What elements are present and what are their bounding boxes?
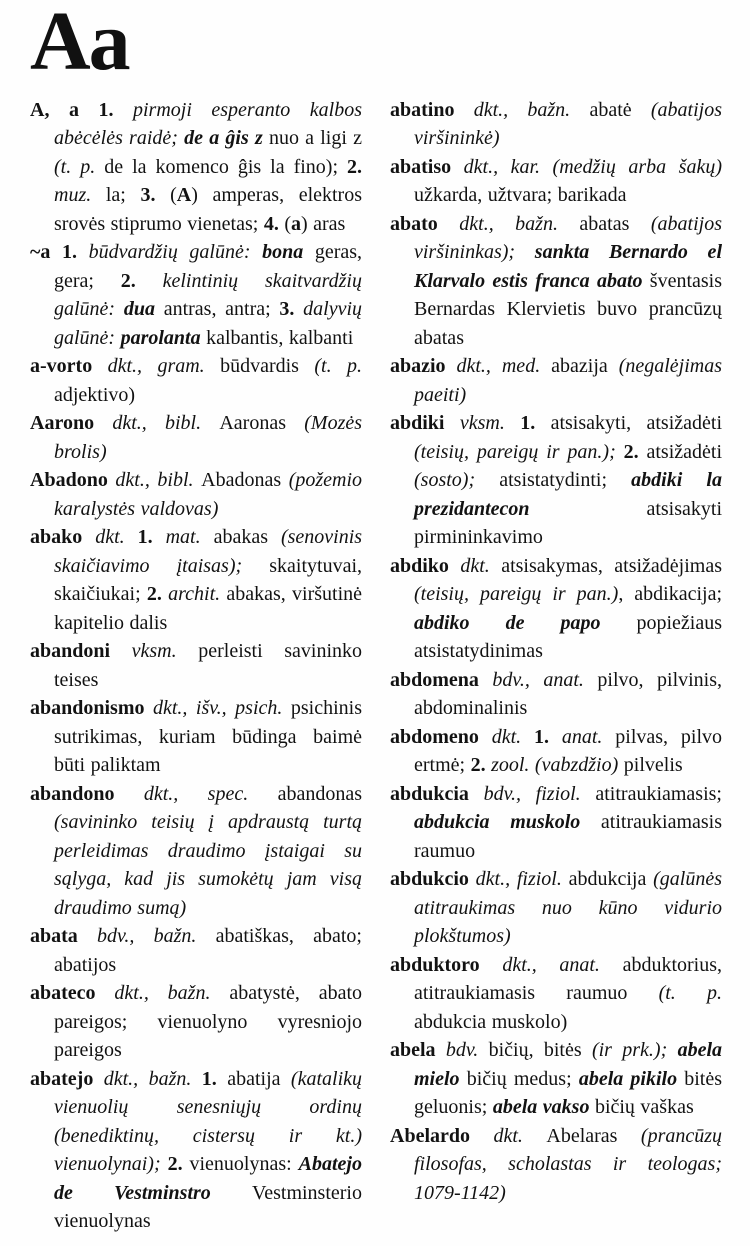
dictionary-entry-abdomeno bbox=[390, 723, 722, 780]
text-segment: abatystė, abato pareigos; vienuolyno vyresniojo pareigos bbox=[54, 982, 362, 1062]
text-segment: 1. bbox=[98, 98, 133, 121]
text-segment: 2. bbox=[347, 155, 363, 178]
text-segment: A bbox=[176, 184, 192, 207]
text-segment: dkt., bibl. bbox=[115, 469, 202, 492]
text-segment: (katalikų vienuolių senesniųjų ordinų (benediktinų, cistersų ir kt.) vienuolynai); bbox=[54, 1067, 363, 1176]
text-segment: užkarda, užtvara; barikada bbox=[414, 184, 627, 207]
text-segment: šventasis Bernardas Klervietis buvo prancūzų abatas bbox=[414, 269, 722, 349]
text-segment: sankta Bernardo el Klarvalo estis franca abato bbox=[414, 241, 722, 292]
text-segment: , abdikacija; bbox=[618, 583, 722, 606]
text-segment: de la komenco ĝis la fino); bbox=[104, 155, 348, 178]
dictionary-entry-abdomena bbox=[390, 666, 722, 723]
text-segment: bona bbox=[262, 241, 315, 264]
text-segment: 1. bbox=[137, 526, 166, 549]
dictionary-entry-abdiki bbox=[390, 409, 722, 552]
headword: abdiki bbox=[390, 412, 460, 435]
dictionary-entry-Abadono bbox=[30, 466, 362, 523]
text-segment: Aaronas bbox=[219, 412, 305, 435]
text-segment: psichinis sutrikimas, kuriam būdinga baimė būti paliktam bbox=[54, 697, 362, 777]
text-segment: 2. bbox=[146, 583, 169, 606]
text-segment: dkt., bažn. bbox=[103, 1067, 202, 1090]
text-segment: abakas bbox=[213, 526, 281, 549]
text-segment: bdv., bažn. bbox=[97, 925, 216, 948]
text-segment: atsisakyti pirmininkavimo bbox=[414, 497, 722, 549]
text-segment: dkt., bažn. bbox=[473, 98, 590, 121]
text-segment: abduktorius, atitraukiamasis raumuo bbox=[414, 953, 723, 1005]
text-segment: vksm. bbox=[459, 412, 521, 435]
text-segment: pirmoji esperanto kalbos abėcėlės raidė; bbox=[54, 98, 362, 150]
text-segment: 1. bbox=[534, 725, 562, 748]
text-segment: 2. bbox=[167, 1153, 190, 1176]
text-segment: dkt. bbox=[491, 725, 535, 748]
text-segment: dkt., išv., psich. bbox=[153, 697, 291, 720]
text-segment: 2. bbox=[623, 440, 647, 463]
text-segment: pilvo, pilvinis, abdominalinis bbox=[414, 668, 723, 720]
text-segment: popiežiaus atsistatydinimas bbox=[414, 611, 722, 663]
text-segment: Abatejo de Vestminstro bbox=[54, 1153, 362, 1204]
dictionary-entry-abandono bbox=[30, 780, 362, 923]
text-segment: anat. bbox=[561, 725, 616, 748]
text-segment: archit. bbox=[168, 583, 227, 606]
dictionary-entry-abdiko bbox=[390, 552, 722, 666]
headword: abako bbox=[30, 526, 96, 549]
text-segment: vksm. bbox=[131, 640, 199, 663]
dictionary-entry-abatiso bbox=[390, 153, 722, 210]
text-segment: būdvardis bbox=[220, 355, 315, 378]
text-segment: (teisių, pareigų ir pan.); bbox=[414, 440, 624, 463]
text-segment: a bbox=[290, 212, 301, 235]
text-segment: (t. p. bbox=[54, 155, 105, 178]
headword: ~a bbox=[30, 241, 62, 264]
text-segment: abela pikilo bbox=[578, 1067, 685, 1090]
dictionary-entry-abandonismo bbox=[30, 694, 362, 780]
text-segment: abela vakso bbox=[492, 1096, 595, 1119]
dictionary-entry-abato bbox=[390, 210, 722, 353]
text-segment: geras, gera; bbox=[54, 241, 363, 292]
text-segment: (požemio karalystės valdovas) bbox=[54, 469, 363, 520]
text-segment: dkt., kar. (medžių arba šakų) bbox=[463, 155, 722, 178]
text-segment: Vestminsterio vienuolynas bbox=[54, 1181, 362, 1233]
headword: abdukcia bbox=[390, 782, 484, 805]
text-segment: vienuolynas: bbox=[189, 1153, 299, 1176]
headword: abdomena bbox=[390, 668, 493, 691]
text-segment: Abadonas bbox=[201, 469, 289, 492]
dictionary-entry-abateco bbox=[30, 979, 362, 1065]
right-column bbox=[390, 96, 722, 1208]
text-segment: atsižadėti bbox=[646, 440, 723, 463]
dictionary-entry-a-vorto bbox=[30, 352, 362, 409]
dictionary-entry-Abelardo bbox=[390, 1122, 722, 1208]
text-segment: ) aras bbox=[300, 212, 346, 235]
text-segment: (teisių, pareigų ir pan.) bbox=[414, 583, 619, 606]
text-segment: (abatijos viršininkas); bbox=[414, 212, 722, 264]
text-segment: kalbantis, kalbanti bbox=[206, 326, 354, 349]
text-segment: perleisti savininko teises bbox=[54, 640, 362, 691]
text-segment: bdv., anat. bbox=[492, 668, 598, 691]
text-segment: abatiškas, abato; abatijos bbox=[54, 925, 362, 976]
text-segment: dkt., fiziol. bbox=[475, 868, 569, 891]
text-segment: 1. bbox=[201, 1067, 228, 1090]
text-segment: 3. bbox=[140, 184, 171, 207]
dictionary-entry-A-a bbox=[30, 96, 362, 239]
text-segment: dkt., med. bbox=[456, 355, 552, 378]
text-segment: dalyvių galūnė: bbox=[54, 298, 363, 349]
section-letter-heading: Aa bbox=[30, 0, 129, 88]
text-segment: dkt., spec. bbox=[143, 782, 278, 805]
text-segment: skaitytuvai, skaičiukai; bbox=[54, 554, 362, 606]
text-segment: abatas bbox=[579, 212, 651, 235]
text-segment: la; bbox=[105, 184, 141, 207]
text-segment: dua bbox=[123, 298, 164, 321]
text-segment: dkt. bbox=[95, 526, 138, 549]
text-segment: adjektivo) bbox=[54, 383, 136, 406]
headword: abata bbox=[30, 925, 97, 948]
text-segment: kelintinių skaitvardžių galūnė: bbox=[54, 269, 362, 321]
headword: abandono bbox=[30, 782, 144, 805]
text-segment: ) amperas, elektros srovės stiprumo vienetas; bbox=[54, 184, 363, 235]
text-segment: Abelaras bbox=[546, 1124, 641, 1147]
text-segment: 2. bbox=[120, 269, 163, 292]
text-segment: (savininko teisių į apdraustą turtą perleidimas draudimo įstaigai su sąlyga, kad jis sumokėtų jam visą draudimo sumą) bbox=[54, 811, 362, 919]
text-segment: (prancūzų filosofas, scholastas ir teologas; 1079-1142) bbox=[414, 1124, 723, 1204]
text-segment: (Mozės brolis) bbox=[54, 412, 363, 463]
headword: abela bbox=[390, 1039, 446, 1062]
text-segment: dkt., bažn. bbox=[114, 982, 230, 1005]
headword: abdiko bbox=[390, 554, 461, 577]
text-segment: (ir prk.); bbox=[591, 1039, 678, 1062]
dictionary-entry-abako bbox=[30, 523, 362, 637]
dictionary-entry-abatejo bbox=[30, 1065, 362, 1236]
text-segment: dkt. bbox=[460, 554, 502, 577]
text-segment: atsisakymas, atsižadėjimas bbox=[501, 554, 722, 577]
text-segment: atsisakyti, atsižadėti bbox=[550, 412, 723, 435]
headword: abateco bbox=[30, 982, 115, 1005]
text-segment: nuo a ligi z bbox=[268, 127, 362, 150]
text-segment: mat. bbox=[165, 526, 214, 549]
dictionary-entry-Aarono bbox=[30, 409, 362, 466]
text-segment: būdvardžių galūnė: bbox=[88, 241, 263, 264]
dictionary-entry-tilde-a bbox=[30, 238, 362, 352]
text-segment: ( bbox=[284, 212, 291, 235]
text-segment: pilvelis bbox=[623, 754, 683, 777]
text-segment: dkt. bbox=[493, 1124, 547, 1147]
text-segment: atitraukiamasis; bbox=[595, 782, 722, 805]
headword: Abelardo bbox=[390, 1124, 494, 1147]
text-segment: ( bbox=[170, 184, 177, 207]
text-segment: 4. bbox=[263, 212, 285, 235]
headword: abazio bbox=[390, 355, 457, 378]
dictionary-entry-abata bbox=[30, 922, 362, 979]
text-segment: bdv. bbox=[445, 1039, 489, 1062]
text-segment: antras, antra; bbox=[163, 298, 280, 321]
text-segment: (t. p. bbox=[658, 982, 722, 1005]
text-segment: (negalėjimas paeiti) bbox=[414, 355, 722, 406]
text-segment: abdiko de papo bbox=[414, 611, 637, 634]
text-segment: de a ĝis z bbox=[184, 127, 269, 150]
text-segment: (sosto); bbox=[414, 469, 500, 492]
text-segment: abakas, viršutinė kapitelio dalis bbox=[54, 583, 363, 634]
text-segment: abdiki la prezidantecon bbox=[414, 469, 722, 520]
text-segment: (senovinis skaičiavimo įtaisas); bbox=[54, 526, 363, 577]
dictionary-entry-abduktoro bbox=[390, 951, 722, 1037]
text-segment: 3. bbox=[279, 298, 304, 321]
text-segment: 1. bbox=[61, 241, 89, 264]
headword: abatejo bbox=[30, 1067, 104, 1090]
dictionary-entry-abdukcio bbox=[390, 865, 722, 951]
headword: abdomeno bbox=[390, 725, 492, 748]
headword: abato bbox=[390, 212, 460, 235]
headword: a-vorto bbox=[30, 355, 108, 378]
headword: abandonismo bbox=[30, 697, 153, 720]
text-segment: abdukcia muskolo) bbox=[414, 1010, 568, 1033]
text-segment: 2. bbox=[470, 754, 492, 777]
text-segment: abazija bbox=[551, 355, 619, 378]
text-segment: pilvas, pilvo ertmė; bbox=[414, 725, 723, 777]
text-segment: atitraukiamasis raumuo bbox=[414, 811, 722, 862]
headword: Aarono bbox=[30, 412, 113, 435]
text-segment: dkt., bažn. bbox=[459, 212, 580, 235]
dictionary-entry-abandoni bbox=[30, 637, 362, 694]
text-segment: bdv., fiziol. bbox=[483, 782, 596, 805]
dictionary-entry-abdukcia bbox=[390, 780, 722, 866]
dictionary-entry-abatino bbox=[390, 96, 722, 153]
headword: A, a bbox=[30, 98, 99, 121]
text-segment: 1. bbox=[520, 412, 551, 435]
left-column bbox=[30, 96, 362, 1236]
text-segment: abandonas bbox=[277, 782, 362, 805]
columns-container bbox=[30, 96, 722, 1236]
text-segment: (galūnės atitraukimas nuo kūno vidurio plokštumos) bbox=[414, 868, 722, 948]
text-segment: atsistatydinti; bbox=[499, 469, 632, 492]
text-segment: abdukcia muskolo bbox=[414, 811, 601, 834]
text-segment: abdukcija bbox=[568, 868, 654, 891]
headword: abandoni bbox=[30, 640, 132, 663]
dictionary-entry-abela bbox=[390, 1036, 722, 1122]
headword: abatiso bbox=[390, 155, 464, 178]
text-segment: bitės geluonis; bbox=[414, 1067, 723, 1119]
text-segment: muz. bbox=[54, 184, 106, 207]
headword: abatino bbox=[390, 98, 474, 121]
text-segment: abela mielo bbox=[414, 1039, 723, 1090]
text-segment: abatija bbox=[227, 1067, 291, 1090]
text-segment: dkt., gram. bbox=[107, 355, 221, 378]
headword: Abadono bbox=[30, 469, 116, 492]
text-segment: bičių vaškas bbox=[594, 1096, 694, 1119]
text-segment: abatė bbox=[589, 98, 651, 121]
headword: abdukcio bbox=[390, 868, 476, 891]
text-segment: (abatijos viršininkė) bbox=[414, 98, 722, 150]
text-segment: (t. p. bbox=[314, 355, 362, 378]
text-segment: zool. (vabzdžio) bbox=[491, 754, 624, 777]
text-segment: bičių medus; bbox=[466, 1067, 579, 1090]
text-segment: bičių, bitės bbox=[488, 1039, 592, 1062]
text-segment: dkt., anat. bbox=[502, 953, 623, 976]
dictionary-entry-abazio bbox=[390, 352, 722, 409]
headword: abduktoro bbox=[390, 953, 503, 976]
text-segment: dkt., bibl. bbox=[112, 412, 220, 435]
text-segment: parolanta bbox=[120, 326, 207, 349]
